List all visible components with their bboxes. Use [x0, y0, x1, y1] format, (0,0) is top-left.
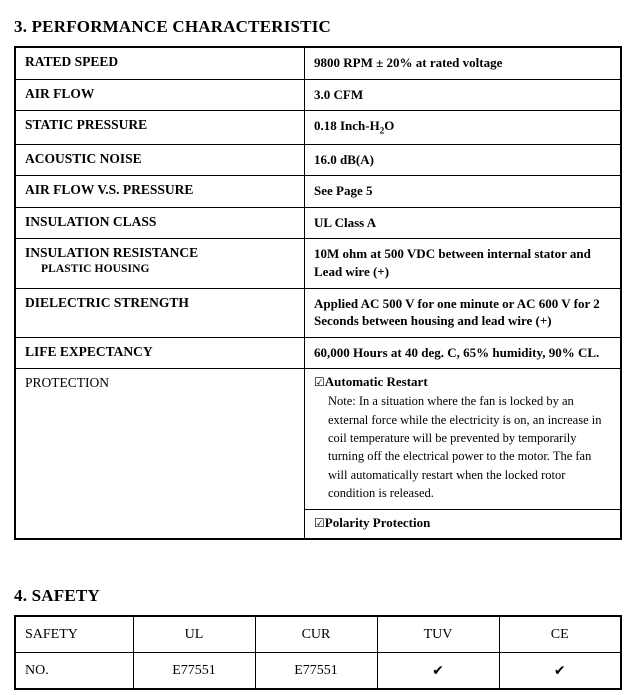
table-row [15, 337, 621, 369]
row-label: INSULATION CLASS [15, 207, 305, 239]
checkbox-checked-icon: ☑ [314, 375, 325, 390]
row-value: 16.0 dB(A) [305, 144, 622, 176]
safety-table [14, 615, 622, 690]
row-sub-label: PLASTIC HOUSING [41, 263, 150, 276]
cell-tuv-check-icon: ✔ [377, 653, 499, 690]
protection-items-table [305, 369, 620, 538]
static-pressure-value-post: O [384, 118, 395, 134]
table-row [15, 653, 621, 690]
row-label: LIFE EXPECTANCY [15, 337, 305, 369]
table-row [15, 111, 621, 145]
row-label: NO. [15, 653, 133, 690]
table-row-protection [15, 369, 621, 540]
column-header: CUR [255, 616, 377, 653]
row-label-main: INSULATION RESISTANCE [25, 245, 199, 261]
cell-cur: E77551 [255, 653, 377, 690]
protection-item [305, 510, 620, 539]
protection-cell [305, 369, 622, 540]
row-value: 9800 RPM ± 20% at rated voltage [305, 47, 622, 79]
protection-item-title: Automatic Restart [324, 374, 428, 390]
row-label: AIR FLOW V.S. PRESSURE [15, 176, 305, 208]
row-value: 3.0 CFM [305, 79, 622, 111]
row-value [305, 111, 622, 145]
row-value: 60,000 Hours at 40 deg. C, 65% humidity, 90% CL. [305, 337, 622, 369]
protection-item [305, 369, 620, 510]
protection-item-note: Note: In a situation where the fan is locked by an external force while the electricity is on, an increase in coil temperature will be prevented by temporarily turning off the electrical power to the motor. The fan will automatically restart when the locked rotor condition is released. [328, 394, 602, 501]
performance-section-title: 3. PERFORMANCE CHARACTERISTIC [14, 17, 332, 36]
row-value: See Page 5 [305, 176, 622, 208]
performance-characteristic-table [14, 46, 622, 540]
table-row [15, 176, 621, 208]
row-label: DIELECTRIC STRENGTH [15, 288, 305, 337]
table-row [15, 207, 621, 239]
row-value: 10M ohm at 500 VDC between internal stator and Lead wire (+) [305, 239, 622, 288]
table-row [15, 79, 621, 111]
cell-ul: E77551 [133, 653, 255, 690]
column-header: CE [499, 616, 621, 653]
row-label: ACOUSTIC NOISE [15, 144, 305, 176]
row-label: STATIC PRESSURE [15, 111, 305, 145]
table-header-row [15, 616, 621, 653]
table-row [15, 144, 621, 176]
safety-section-title: 4. SAFETY [14, 586, 100, 606]
row-label: RATED SPEED [15, 47, 305, 79]
row-label: PROTECTION [15, 369, 305, 540]
row-label: AIR FLOW [15, 79, 305, 111]
cell-ce-check-icon: ✔ [499, 653, 621, 690]
row-label [15, 239, 305, 288]
table-row [15, 239, 621, 288]
protection-item-title: Polarity Protection [324, 515, 431, 531]
protection-item-title-row [314, 374, 611, 390]
static-pressure-subscript: 2 [379, 125, 385, 136]
protection-item-title-row [314, 515, 611, 531]
column-header: SAFETY [15, 616, 133, 653]
static-pressure-value-pre: 0.18 Inch-H [314, 118, 380, 134]
checkbox-checked-icon: ☑ [314, 516, 325, 531]
table-row [15, 47, 621, 79]
table-row [15, 288, 621, 337]
row-value: Applied AC 500 V for one minute or AC 600 V for 2 Seconds between housing and lead wire (+) [305, 288, 622, 337]
row-value: UL Class A [305, 207, 622, 239]
column-header: TUV [377, 616, 499, 653]
column-header: UL [133, 616, 255, 653]
